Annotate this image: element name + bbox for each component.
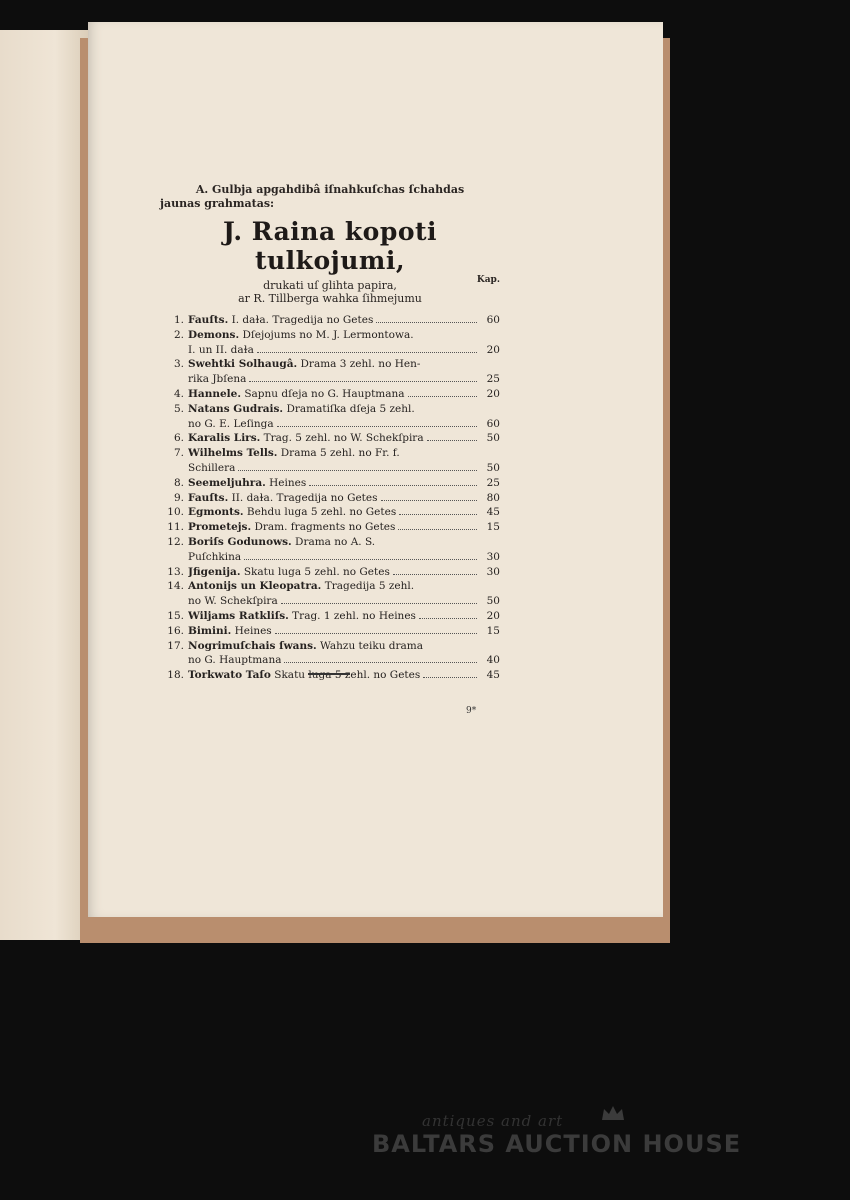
item-price: 30 bbox=[486, 550, 500, 563]
book-title: Seemeljuhra. bbox=[188, 476, 266, 489]
leader-dots bbox=[281, 603, 477, 604]
item-text bbox=[188, 343, 254, 358]
book-description: no W. Schekſpira bbox=[188, 595, 278, 608]
subtitle-line-1: drukati uſ glihta papira, bbox=[263, 279, 397, 292]
list-item bbox=[160, 565, 500, 580]
book-description: Behdu luga 5 zehl. no Getes bbox=[246, 506, 397, 519]
book-title: Torkwato Taſo bbox=[188, 669, 271, 682]
item-text bbox=[188, 535, 375, 550]
watermark-brand: BALTARS AUCTION HOUSE bbox=[372, 1130, 742, 1158]
item-price: 20 bbox=[486, 609, 500, 622]
item-body bbox=[184, 476, 500, 491]
subtitle bbox=[160, 279, 500, 305]
item-number: 7. bbox=[173, 447, 184, 460]
item-line bbox=[188, 594, 500, 609]
item-line bbox=[188, 505, 500, 520]
item-body bbox=[184, 668, 500, 683]
item-price: 20 bbox=[486, 387, 500, 400]
book-title: Hannele. bbox=[188, 387, 241, 400]
list-item bbox=[160, 446, 500, 476]
item-number: 2. bbox=[173, 328, 184, 341]
item-price: 25 bbox=[486, 476, 500, 489]
item-body bbox=[184, 431, 500, 446]
book-description: Drama 3 zehl. no Hen- bbox=[300, 358, 421, 371]
item-body bbox=[184, 535, 500, 565]
book-description: Drama 5 zehl. no Fr. f. bbox=[280, 447, 400, 460]
item-body bbox=[184, 387, 500, 402]
leader-dots bbox=[393, 574, 477, 575]
item-body bbox=[184, 520, 500, 535]
book-title: Swehtki Solhaugâ. bbox=[188, 358, 298, 371]
book-description: I. un II. daɫa bbox=[188, 343, 254, 356]
item-text bbox=[188, 565, 390, 580]
item-text bbox=[188, 594, 278, 609]
item-price: 25 bbox=[486, 373, 500, 386]
item-text bbox=[188, 357, 420, 372]
list-item bbox=[160, 535, 500, 565]
item-number: 18. bbox=[167, 669, 184, 682]
list-item bbox=[160, 402, 500, 432]
item-number: 11. bbox=[167, 521, 184, 534]
book-title: Jfigenija. bbox=[188, 565, 241, 578]
item-number: 5. bbox=[173, 402, 184, 415]
list-item bbox=[160, 387, 500, 402]
leader-dots bbox=[249, 381, 477, 382]
book-description: no G. Hauptmana bbox=[188, 654, 282, 667]
leader-dots bbox=[309, 485, 477, 486]
intro-text bbox=[160, 183, 500, 211]
list-item bbox=[160, 328, 500, 358]
book-description: Trag. 5 zehl. no W. Schekſpira bbox=[263, 432, 424, 445]
item-text bbox=[188, 372, 246, 387]
book-description: Dram. fragments no Getes bbox=[254, 521, 396, 534]
list-item bbox=[160, 476, 500, 491]
book-title: Wiljams Ratkliſs. bbox=[188, 609, 289, 622]
book-description: Dſejojums no M. J. Lermontowa. bbox=[242, 328, 414, 341]
book-description: Trag. 1 zehl. no Heines bbox=[292, 609, 416, 622]
item-number: 13. bbox=[167, 565, 184, 578]
item-line bbox=[188, 476, 500, 491]
divider-rule bbox=[308, 673, 350, 675]
book-title: Antonijs un Kleopatra. bbox=[188, 580, 322, 593]
item-number: 12. bbox=[167, 535, 184, 548]
book-description: Drama no A. S. bbox=[295, 535, 376, 548]
item-text bbox=[188, 668, 420, 683]
book-title: Nogrimuſchais ſwans. bbox=[188, 639, 317, 652]
item-line bbox=[188, 535, 500, 550]
book-description: II. daɫa. Tragedija no Getes bbox=[231, 491, 378, 504]
list-item bbox=[160, 505, 500, 520]
item-line bbox=[188, 579, 500, 594]
item-body bbox=[184, 491, 500, 506]
book-description: I. daɫa. Tragedija no Getes bbox=[231, 314, 374, 326]
item-line bbox=[188, 461, 500, 476]
item-text bbox=[188, 431, 424, 446]
book-description: Puſchkina bbox=[188, 550, 242, 563]
leader-dots bbox=[419, 618, 477, 619]
item-text bbox=[188, 624, 272, 639]
item-price: 60 bbox=[486, 314, 500, 326]
item-text bbox=[188, 313, 373, 328]
item-line bbox=[188, 313, 500, 328]
book-title: Prometejs. bbox=[188, 521, 252, 534]
item-body bbox=[184, 402, 500, 432]
list-item bbox=[160, 668, 500, 683]
book-title: Fauſts. bbox=[188, 491, 229, 504]
item-line bbox=[188, 417, 500, 432]
item-line bbox=[188, 668, 500, 683]
item-text bbox=[188, 461, 235, 476]
book-description: Wahzu teiku drama bbox=[320, 639, 424, 652]
item-number: 16. bbox=[167, 624, 184, 637]
item-text bbox=[188, 491, 378, 506]
leader-dots bbox=[399, 514, 477, 515]
item-price: 80 bbox=[486, 491, 500, 504]
leader-dots bbox=[275, 633, 477, 634]
item-body bbox=[184, 357, 500, 387]
item-price: 50 bbox=[486, 461, 500, 474]
book-description: Skatu luga 5 zehl. no Getes bbox=[243, 565, 390, 578]
book-title: Demons. bbox=[188, 328, 240, 341]
item-body bbox=[184, 446, 500, 476]
item-body bbox=[184, 579, 500, 609]
item-body bbox=[184, 624, 500, 639]
item-body bbox=[184, 639, 500, 669]
book-description: Dramatiſka dſeja 5 zehl. bbox=[286, 402, 415, 415]
item-line bbox=[188, 402, 500, 417]
leader-dots bbox=[284, 662, 477, 663]
item-price: 50 bbox=[486, 432, 500, 445]
leader-dots bbox=[376, 322, 477, 323]
watermark bbox=[372, 1112, 772, 1158]
page-number: 9* bbox=[466, 706, 477, 716]
book-list bbox=[160, 313, 500, 683]
item-number: 10. bbox=[167, 506, 184, 519]
leader-dots bbox=[381, 500, 478, 501]
watermark-tagline: antiques and art bbox=[422, 1112, 564, 1130]
item-line bbox=[188, 624, 500, 639]
item-price: 50 bbox=[486, 595, 500, 608]
item-price: 40 bbox=[486, 654, 500, 667]
book-title: Bimini. bbox=[188, 624, 232, 637]
item-body bbox=[184, 565, 500, 580]
leader-dots bbox=[408, 396, 477, 397]
item-line bbox=[188, 550, 500, 565]
item-number: 3. bbox=[173, 358, 184, 371]
book-description: Heines bbox=[269, 476, 307, 489]
item-text bbox=[188, 505, 396, 520]
list-item bbox=[160, 431, 500, 446]
item-line bbox=[188, 609, 500, 624]
book-description: no G. E. Leſinga bbox=[188, 417, 274, 430]
item-text bbox=[188, 609, 416, 624]
item-price: 15 bbox=[486, 521, 500, 534]
list-item bbox=[160, 609, 500, 624]
item-number: 8. bbox=[173, 476, 184, 489]
item-line bbox=[188, 446, 500, 461]
list-item bbox=[160, 357, 500, 387]
price-column-header: Kap. bbox=[476, 275, 500, 285]
item-number: 17. bbox=[167, 639, 184, 652]
book-description: rika Jbſena bbox=[188, 373, 247, 386]
book-description: Heines bbox=[234, 624, 272, 637]
book-description: Skatu luga 5 zehl. no Getes bbox=[274, 669, 421, 682]
item-body bbox=[184, 505, 500, 520]
item-text bbox=[188, 520, 395, 535]
item-line bbox=[188, 491, 500, 506]
list-item bbox=[160, 313, 500, 328]
item-line bbox=[188, 431, 500, 446]
item-text bbox=[188, 579, 414, 594]
item-price: 45 bbox=[486, 506, 500, 519]
item-line bbox=[188, 328, 500, 343]
leader-dots bbox=[257, 352, 477, 353]
leader-dots bbox=[398, 529, 477, 530]
item-number: 1. bbox=[173, 314, 184, 326]
item-text bbox=[188, 402, 415, 417]
book-description: Schillera bbox=[188, 461, 236, 474]
item-number: 6. bbox=[173, 432, 184, 445]
item-body bbox=[184, 328, 500, 358]
item-line bbox=[188, 343, 500, 358]
item-text bbox=[188, 446, 400, 461]
item-text bbox=[188, 417, 274, 432]
item-line bbox=[188, 653, 500, 668]
item-text bbox=[188, 476, 306, 491]
book-description: Tragedija 5 zehl. bbox=[324, 580, 415, 593]
item-number: 14. bbox=[167, 580, 184, 593]
item-text bbox=[188, 639, 423, 654]
item-text bbox=[188, 328, 414, 343]
item-text bbox=[188, 387, 405, 402]
item-price: 30 bbox=[486, 565, 500, 578]
leader-dots bbox=[244, 559, 477, 560]
crown-icon bbox=[600, 1104, 626, 1122]
list-item bbox=[160, 579, 500, 609]
book-title: Wilhelms Tells. bbox=[188, 447, 278, 460]
item-price: 15 bbox=[486, 624, 500, 637]
item-price: 20 bbox=[486, 343, 500, 356]
leader-dots bbox=[277, 426, 477, 427]
item-line bbox=[188, 357, 500, 372]
item-number: 9. bbox=[173, 491, 184, 504]
book-title: Karalis Lirs. bbox=[188, 432, 261, 445]
page-title: J. Raina kopoti tulkojumi, bbox=[222, 217, 438, 275]
intro-line-1: A. Gulbja apgahdibâ iſnahkuſchas ſchahdas bbox=[195, 183, 465, 196]
leader-dots bbox=[423, 677, 477, 678]
advertisement-block bbox=[160, 183, 500, 683]
intro-line-2: jaunas grahmatas: bbox=[160, 197, 275, 210]
subtitle-line-2: ar R. Tillberga wahka ſihmejumu bbox=[238, 292, 422, 305]
list-item bbox=[160, 520, 500, 535]
item-body bbox=[184, 313, 500, 328]
item-text bbox=[188, 653, 281, 668]
item-body bbox=[184, 609, 500, 624]
book-title: Natans Gudrais. bbox=[188, 402, 284, 415]
item-line bbox=[188, 372, 500, 387]
list-item bbox=[160, 639, 500, 669]
item-text bbox=[188, 550, 241, 565]
leader-dots bbox=[427, 440, 477, 441]
item-price: 60 bbox=[486, 417, 500, 430]
item-line bbox=[188, 387, 500, 402]
list-item bbox=[160, 491, 500, 506]
item-price: 45 bbox=[486, 669, 500, 682]
book-title: Fauſts. bbox=[188, 314, 229, 326]
item-number: 15. bbox=[167, 609, 184, 622]
item-number: 4. bbox=[173, 387, 184, 400]
book-description: Sapnu dſeja no G. Hauptmana bbox=[244, 387, 405, 400]
leader-dots bbox=[238, 470, 477, 471]
book-title: Boriſs Godunows. bbox=[188, 535, 292, 548]
book-title: Egmonts. bbox=[188, 506, 244, 519]
item-line bbox=[188, 565, 500, 580]
item-line bbox=[188, 520, 500, 535]
list-item bbox=[160, 624, 500, 639]
item-line bbox=[188, 639, 500, 654]
